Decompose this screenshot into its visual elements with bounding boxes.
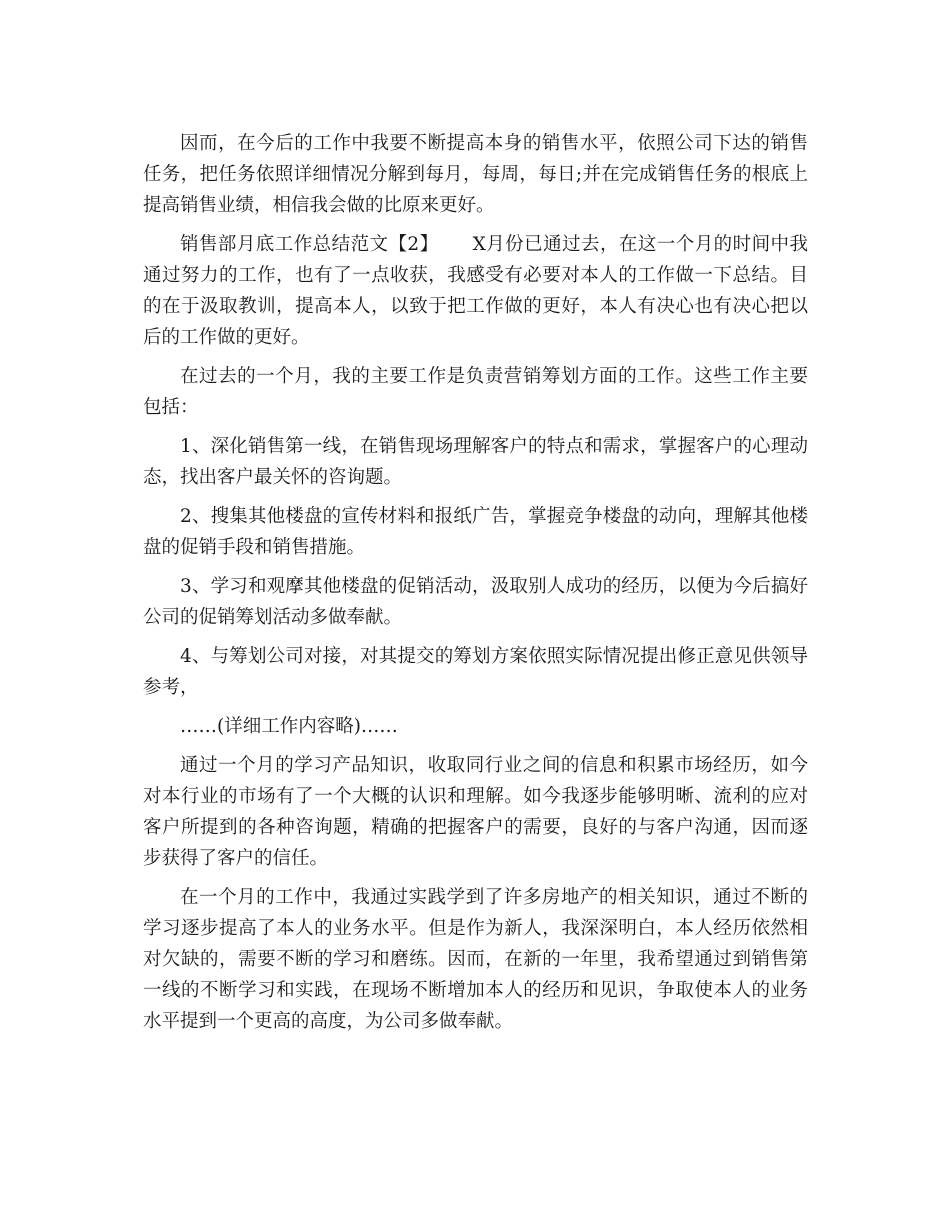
list-item-4: 4、与筹划公司对接，对其提交的筹划方案依照实际情况提出修正意见供领导参考，	[143, 646, 808, 698]
paragraph-outlook: 在一个月的工作中，我通过实践学到了许多房地产的相关知识，通过不断的学习逐步提高了本人的业务水平。但是作为新人，我深深明白，本人经历依然相对欠缺的，需要不断的学习和磨练。因而，在新的一年里，我希望通过到销售第一线的不断学习和实践，在现场不断增加本人的经历和见识，争取使本人的业务水平提到一个更高的高度，为公司多做奉献。	[143, 887, 808, 1032]
paragraph-main-work: 在过去的一个月，我的主要工作是负责营销筹划方面的工作。这些工作主要包括：	[143, 366, 808, 418]
section-intro: X月份已通过去，在这一个月的时间中我通过努力的工作，也有了一点收获，我感受有必要对本人的工作做一下总结。目的在于汲取教训，提高本人，以致于把工作做的更好，本人有决心也有决心把以后的工作做的更好。	[143, 234, 808, 348]
list-item-3: 3、学习和观摩其他楼盘的促销活动，汲取别人成功的经历，以便为今后搞好公司的促销筹划活动多做奉献。	[143, 576, 808, 628]
paragraph-learning: 通过一个月的学习产品知识，收取同行业之间的信息和积累市场经历，如今对本行业的市场有了一个大概的认识和理解。如今我逐步能够明晰、流利的应对客户所提到的各种咨询题，精确的把握客户的需要，良好的与客户沟通，因而逐步获得了客户的信任。	[143, 755, 808, 869]
paragraph-conclusion: 因而，在今后的工作中我要不断提高本身的销售水平，依照公司下达的销售任务，把任务依照详细情况分解到每月，每周，每日;并在完成销售任务的根底上提高销售业绩，相信我会做的比原来更好。	[143, 133, 808, 216]
document-page	[143, 128, 808, 1045]
list-item-1: 1、深化销售第一线，在销售现场理解客户的特点和需求，掌握客户的心理动态，找出客户最关怀的咨询题。	[143, 436, 808, 488]
paragraph-section-heading	[143, 229, 808, 353]
section-title: 销售部月底工作总结范文【2】	[180, 234, 439, 255]
paragraph-omitted-note: ……(详细工作内容略)……	[180, 716, 398, 737]
list-item-2: 2、搜集其他楼盘的宣传材料和报纸广告，掌握竞争楼盘的动向，理解其他楼盘的促销手段和销售措施。	[143, 506, 808, 558]
